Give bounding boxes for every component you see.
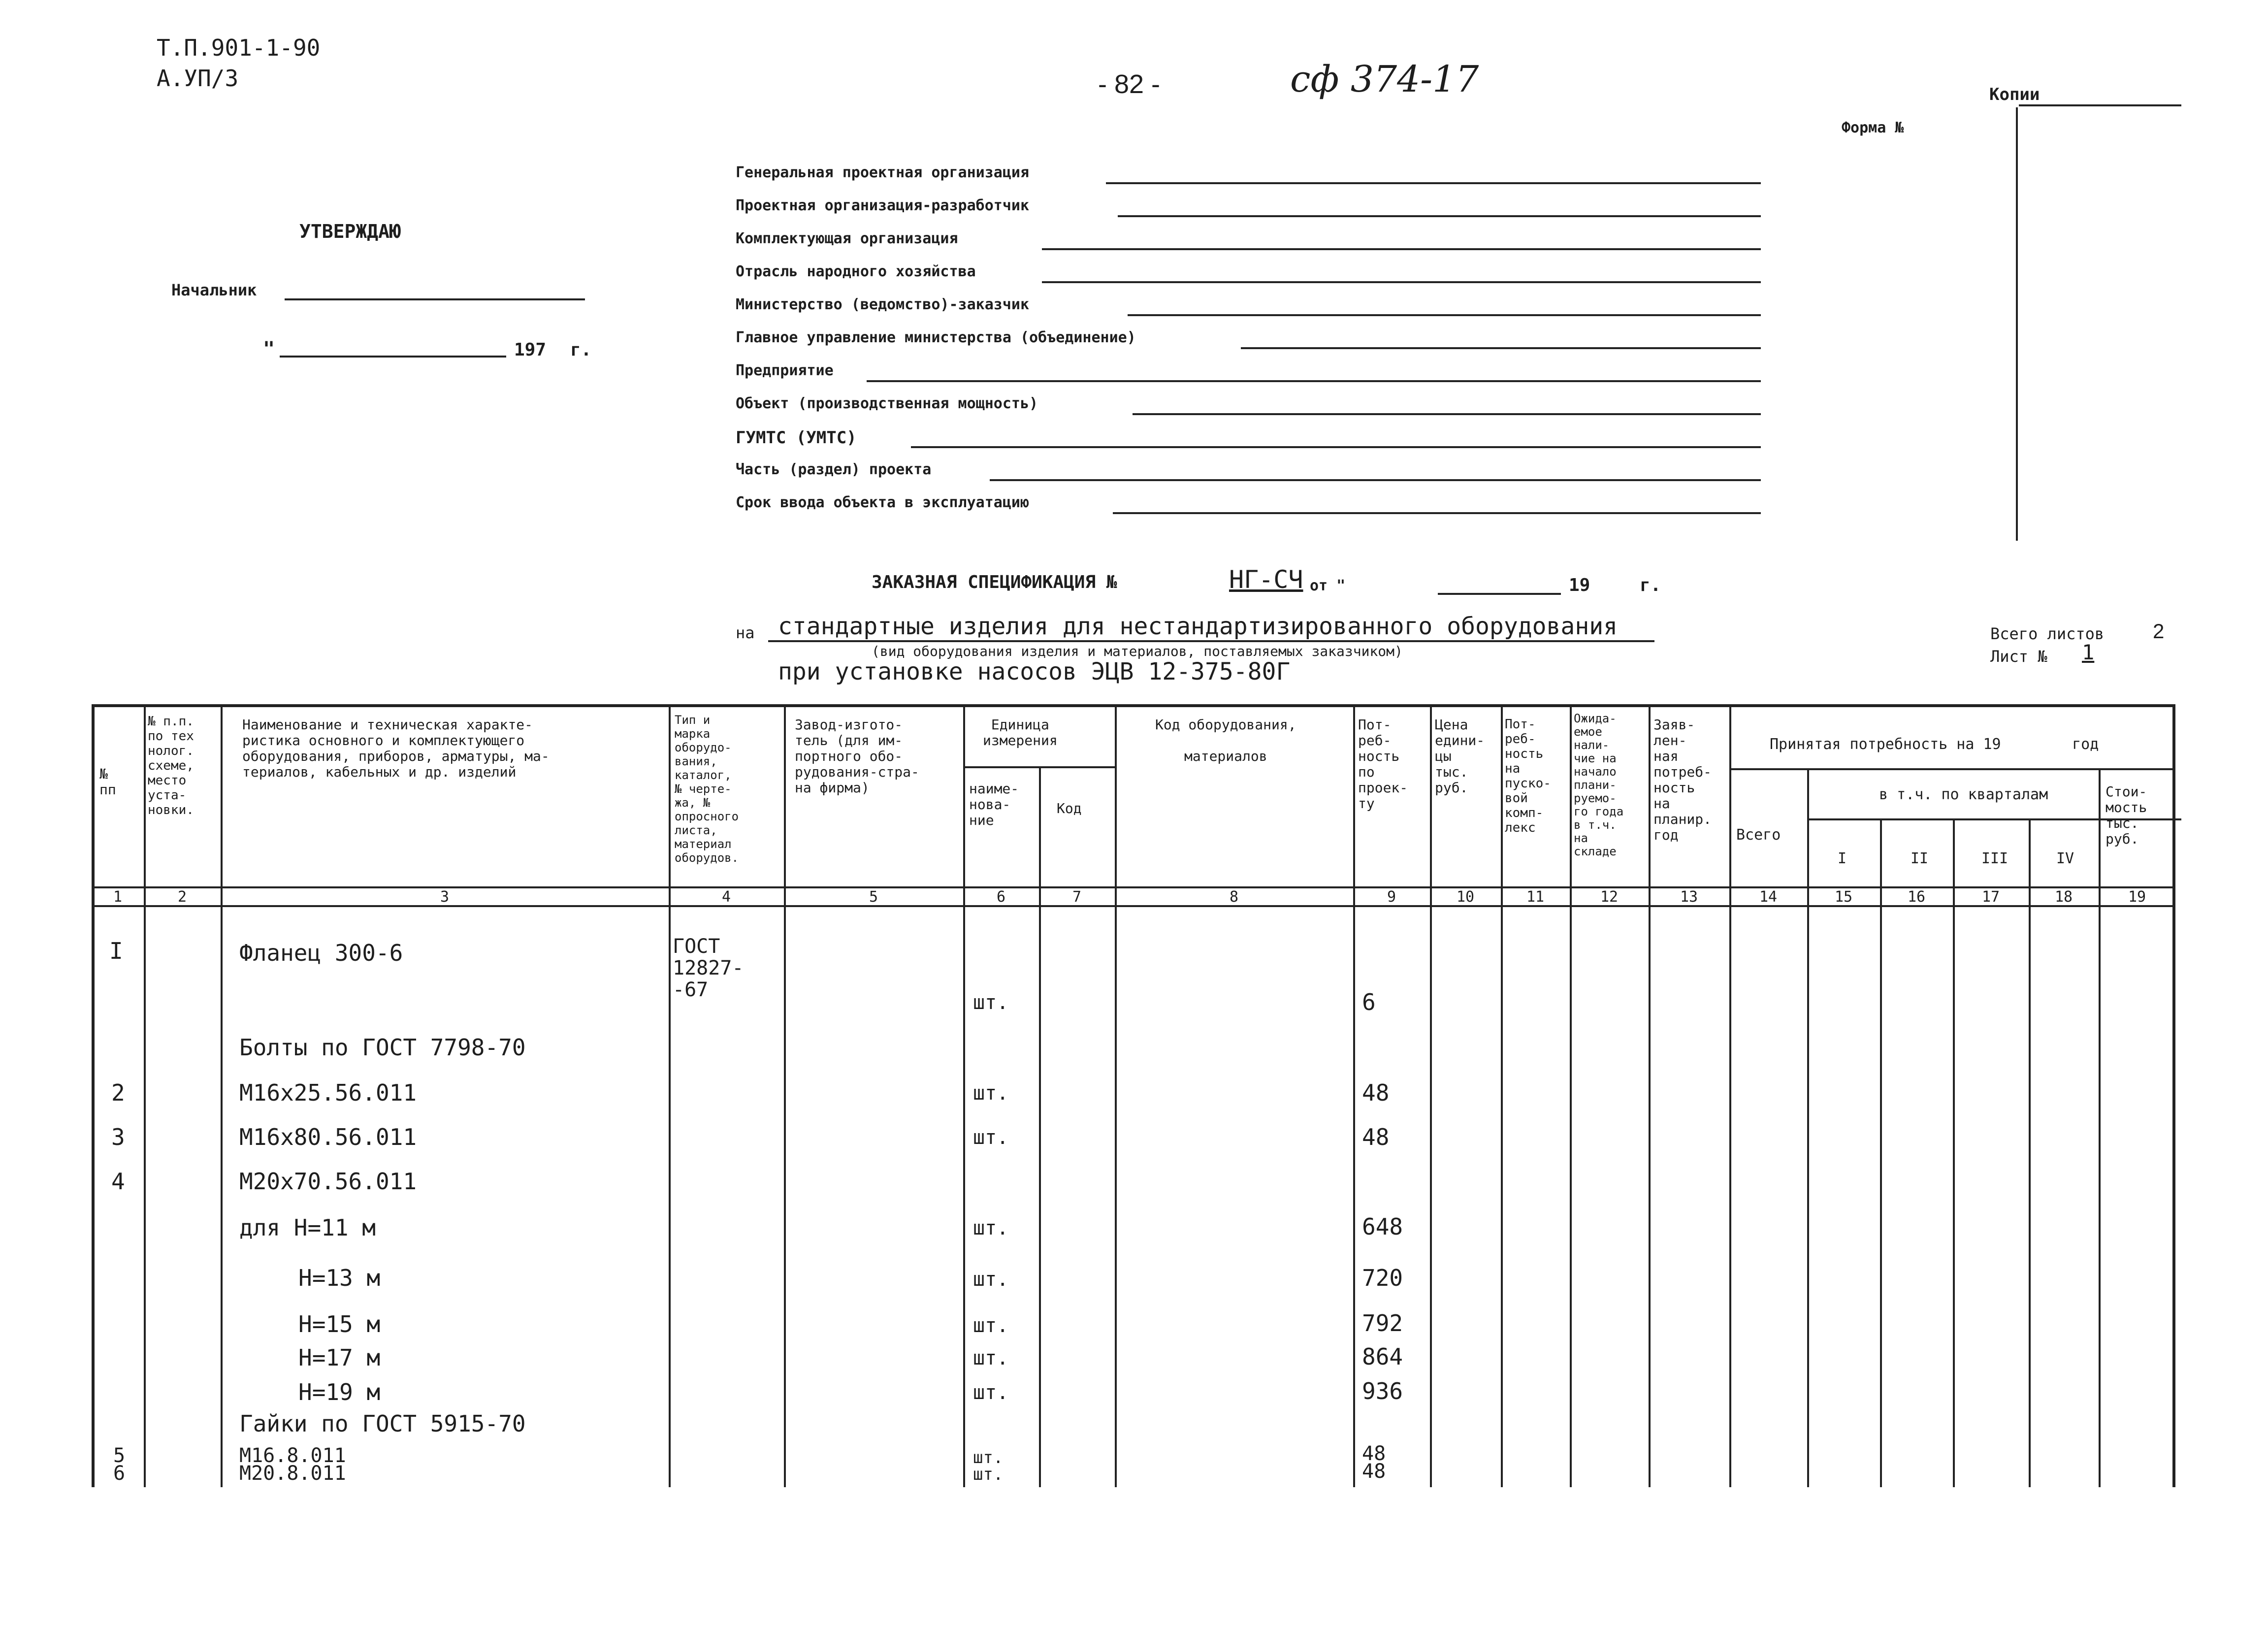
- row-name: М16х80.56.011: [239, 1124, 417, 1150]
- row-number: 5: [113, 1444, 126, 1467]
- header-unit-price: Цена едини- цы тыс. руб.: [1435, 717, 1485, 796]
- column-number: 16: [1907, 888, 1926, 906]
- header-name: Наименование и техническая характе- ристика основного и комплектующего оборудования, приборов, арматуры, ма- териалов, кабельных и др. изделий: [242, 717, 550, 780]
- row-name: Н=19 м: [298, 1379, 381, 1405]
- header-scheme-num: № п.п. по тех нолог. схеме, место уста- новки.: [148, 714, 194, 817]
- field-object: Объект (производственная мощность): [736, 395, 1038, 412]
- field-line: [1118, 215, 1761, 217]
- spec-year-suffix: г.: [1640, 575, 1661, 595]
- approval-year-suffix: г.: [570, 340, 592, 360]
- column-number: 12: [1600, 888, 1619, 906]
- column-number: 14: [1759, 888, 1778, 906]
- col-divider: [2099, 768, 2101, 1487]
- total-sheets: 2: [2153, 619, 2165, 643]
- row-number: 3: [111, 1124, 125, 1150]
- approval-year: 197: [514, 340, 547, 360]
- header-accepted-need: Принятая потребность на 19 год: [1770, 736, 2099, 753]
- row-name: М20х70.56.011: [239, 1168, 417, 1195]
- header-q4: IV: [2056, 850, 2074, 867]
- column-number: 3: [440, 888, 450, 906]
- spec-subject-line2: при установке насосов ЭЦВ 12-375-80Г: [778, 658, 1291, 685]
- doc-album-code: А.УП/3: [157, 65, 239, 92]
- header-unit-code: Код: [1057, 800, 1082, 816]
- copies-label: Копии: [1989, 85, 2040, 104]
- row-name: Н=17 м: [298, 1344, 381, 1371]
- chief-signature-line: [285, 298, 585, 300]
- field-general-org: Генеральная проектная организация: [736, 164, 1030, 181]
- header-manufacturer: Завод-изгото- тель (для им- портного обо- рудования-стра- на фирма): [795, 717, 919, 796]
- col-divider: [1570, 704, 1572, 1487]
- header-unit-group: Единица измерения: [983, 717, 1058, 749]
- row-number: 2: [111, 1079, 125, 1106]
- col-divider: [1649, 704, 1651, 1487]
- row-type: ГОСТ 12827- -67: [673, 935, 744, 1001]
- copies-box-left: [2016, 107, 2018, 541]
- field-line: [911, 446, 1761, 448]
- spec-subject-note: (вид оборудования изделия и материалов, поставляемых заказчиком): [872, 643, 1403, 659]
- row-qty: 48: [1362, 1079, 1390, 1106]
- header-cost: Стои- мость тыс. руб.: [2106, 783, 2147, 847]
- spec-title: ЗАКАЗНАЯ СПЕЦИФИКАЦИЯ №: [872, 572, 1117, 592]
- header-q3: III: [1981, 850, 2009, 867]
- header-equipment-code: Код оборудования, материалов: [1155, 717, 1296, 764]
- row-name: М16х25.56.011: [239, 1079, 417, 1106]
- row-number: I: [109, 938, 123, 964]
- field-gumts: ГУМТС (УМТС): [736, 428, 857, 448]
- col-divider: [1880, 818, 1882, 1487]
- field-commissioning-date: Срок ввода объекта в эксплуатацию: [736, 494, 1030, 511]
- spec-date-line: [1438, 593, 1561, 595]
- column-number: 11: [1526, 888, 1545, 906]
- header-need-by-project: Пот- реб- ность по проек- ту: [1358, 717, 1408, 812]
- header-total: Всего: [1736, 826, 1781, 844]
- row-qty: 936: [1362, 1378, 1403, 1404]
- header-unit-name: наиме- нова- ние: [969, 781, 1019, 828]
- header-q1: I: [1838, 850, 1847, 867]
- row-qty: 648: [1362, 1213, 1403, 1240]
- field-line: [1042, 281, 1761, 283]
- col-divider: [2029, 818, 2031, 1487]
- row-number: 6: [113, 1462, 126, 1485]
- date-quote: ": [263, 338, 275, 360]
- row-qty: 48: [1362, 1442, 1386, 1465]
- row-unit: шт.: [973, 1268, 1009, 1291]
- spec-subject-line: [768, 640, 1654, 642]
- header-row-num: № пп: [99, 766, 116, 798]
- col-divider: [1430, 704, 1432, 1487]
- approval-title: УТВЕРЖДАЮ: [299, 221, 401, 242]
- field-completing-org: Комплектующая организация: [736, 230, 958, 247]
- row-unit: шт.: [973, 1082, 1009, 1105]
- field-line: [990, 479, 1761, 481]
- field-industry: Отрасль народного хозяйства: [736, 263, 976, 280]
- col-divider: [1729, 704, 1731, 1487]
- column-number: 19: [2128, 888, 2146, 906]
- column-number: 4: [721, 888, 731, 906]
- field-line: [1241, 347, 1761, 349]
- column-number: 15: [1834, 888, 1853, 906]
- col-divider: [1353, 704, 1355, 1487]
- row-unit: шт.: [973, 1448, 1004, 1467]
- spec-from-label: от ": [1310, 577, 1346, 594]
- column-number: 2: [177, 888, 187, 906]
- spec-number: НГ-СЧ: [1229, 565, 1303, 594]
- field-design-org: Проектная организация-разработчик: [736, 197, 1030, 214]
- field-line: [1042, 248, 1761, 250]
- row-name: М20.8.011: [239, 1462, 346, 1485]
- column-number: 6: [996, 888, 1006, 906]
- row-name: Гайки по ГОСТ 5915-70: [239, 1410, 526, 1437]
- row-unit: шт.: [973, 1465, 1004, 1484]
- field-line: [1133, 413, 1761, 415]
- handwritten-note: сф 374-17: [1290, 58, 1479, 100]
- row-unit: шт.: [973, 1126, 1009, 1149]
- row-name: Н=15 м: [298, 1311, 381, 1337]
- col-divider: [1501, 704, 1503, 1487]
- col-divider: [1807, 768, 1809, 1487]
- field-enterprise: Предприятие: [736, 362, 834, 379]
- field-line: [1113, 512, 1761, 514]
- page-number: - 82 -: [1098, 69, 1161, 99]
- row-name: для Н=11 м: [239, 1214, 376, 1241]
- row-unit: шт.: [973, 1347, 1009, 1369]
- field-main-directorate: Главное управление министерства (объединение): [736, 329, 1136, 346]
- accepted-group-line: [1730, 768, 2175, 770]
- row-qty: 48: [1362, 1460, 1386, 1483]
- spec-table: [92, 704, 2175, 1487]
- col-divider: [144, 704, 146, 1487]
- row-unit: шт.: [973, 1217, 1009, 1239]
- column-number: 8: [1229, 888, 1239, 906]
- column-number: 13: [1680, 888, 1698, 906]
- row-qty: 720: [1362, 1265, 1403, 1291]
- field-project-part: Часть (раздел) проекта: [736, 461, 932, 478]
- col-divider: [1039, 768, 1041, 1487]
- row-name: Фланец 300-6: [239, 940, 403, 966]
- copies-line: [2019, 104, 2181, 106]
- spec-on-label: на: [736, 623, 755, 642]
- row-unit: шт.: [973, 1314, 1009, 1337]
- total-sheets-label: Всего листов: [1990, 624, 2105, 643]
- column-number: 9: [1387, 888, 1396, 906]
- date-line: [280, 356, 506, 358]
- col-divider: [1953, 818, 1955, 1487]
- header-expected-stock: Ожида- емое нали- чие на начало плани- руемо- го года в т.ч. на складе: [1574, 712, 1624, 858]
- col-divider: [784, 704, 786, 1487]
- field-line: [1106, 182, 1761, 184]
- row-unit: шт.: [973, 991, 1009, 1014]
- field-ministry: Министерство (ведомство)-заказчик: [736, 296, 1030, 313]
- row-name: М16.8.011: [239, 1444, 346, 1467]
- row-unit: шт.: [973, 1381, 1009, 1404]
- row-qty: 792: [1362, 1310, 1403, 1336]
- row-qty: 6: [1362, 989, 1376, 1015]
- sheet-number: 1: [2082, 640, 2095, 664]
- column-number: 17: [1981, 888, 2000, 906]
- col-divider: [669, 704, 671, 1487]
- field-line: [1128, 314, 1761, 316]
- col-divider: [1115, 704, 1117, 1487]
- row-qty: 864: [1362, 1343, 1403, 1370]
- header-need-startup: Пот- реб- ность на пуско- вой комп- лекс: [1505, 717, 1551, 835]
- header-q2: II: [1911, 850, 1929, 867]
- column-number: 5: [869, 888, 878, 906]
- row-name: Болты по ГОСТ 7798-70: [239, 1034, 526, 1061]
- row-qty: 48: [1362, 1124, 1390, 1150]
- doc-code: Т.П.901-1-90: [157, 34, 321, 61]
- header-declared-need: Заяв- лен- ная потреб- ность на планир. год: [1653, 717, 1712, 843]
- spec-year: 19: [1569, 575, 1590, 595]
- col-divider: [963, 704, 965, 1487]
- spec-subject: стандартные изделия для нестандартизированного оборудования: [778, 613, 1618, 640]
- sheet-number-label: Лист №: [1990, 647, 2047, 666]
- form-number-label: Форма №: [1842, 119, 1904, 136]
- chief-label: Начальник: [171, 281, 257, 299]
- col-divider: [221, 704, 223, 1487]
- row-number: 4: [111, 1168, 125, 1195]
- header-type: Тип и марка оборудо- вания, каталог, № черте- жа, № опросного листа, материал оборудов.: [675, 713, 739, 865]
- column-number: 1: [113, 888, 123, 906]
- column-number: 10: [1456, 888, 1475, 906]
- field-line: [867, 380, 1761, 382]
- column-number: 7: [1072, 888, 1082, 906]
- column-number: 18: [2054, 888, 2073, 906]
- row-name: Н=13 м: [298, 1265, 381, 1291]
- header-quarters: в т.ч. по кварталам: [1879, 786, 2048, 803]
